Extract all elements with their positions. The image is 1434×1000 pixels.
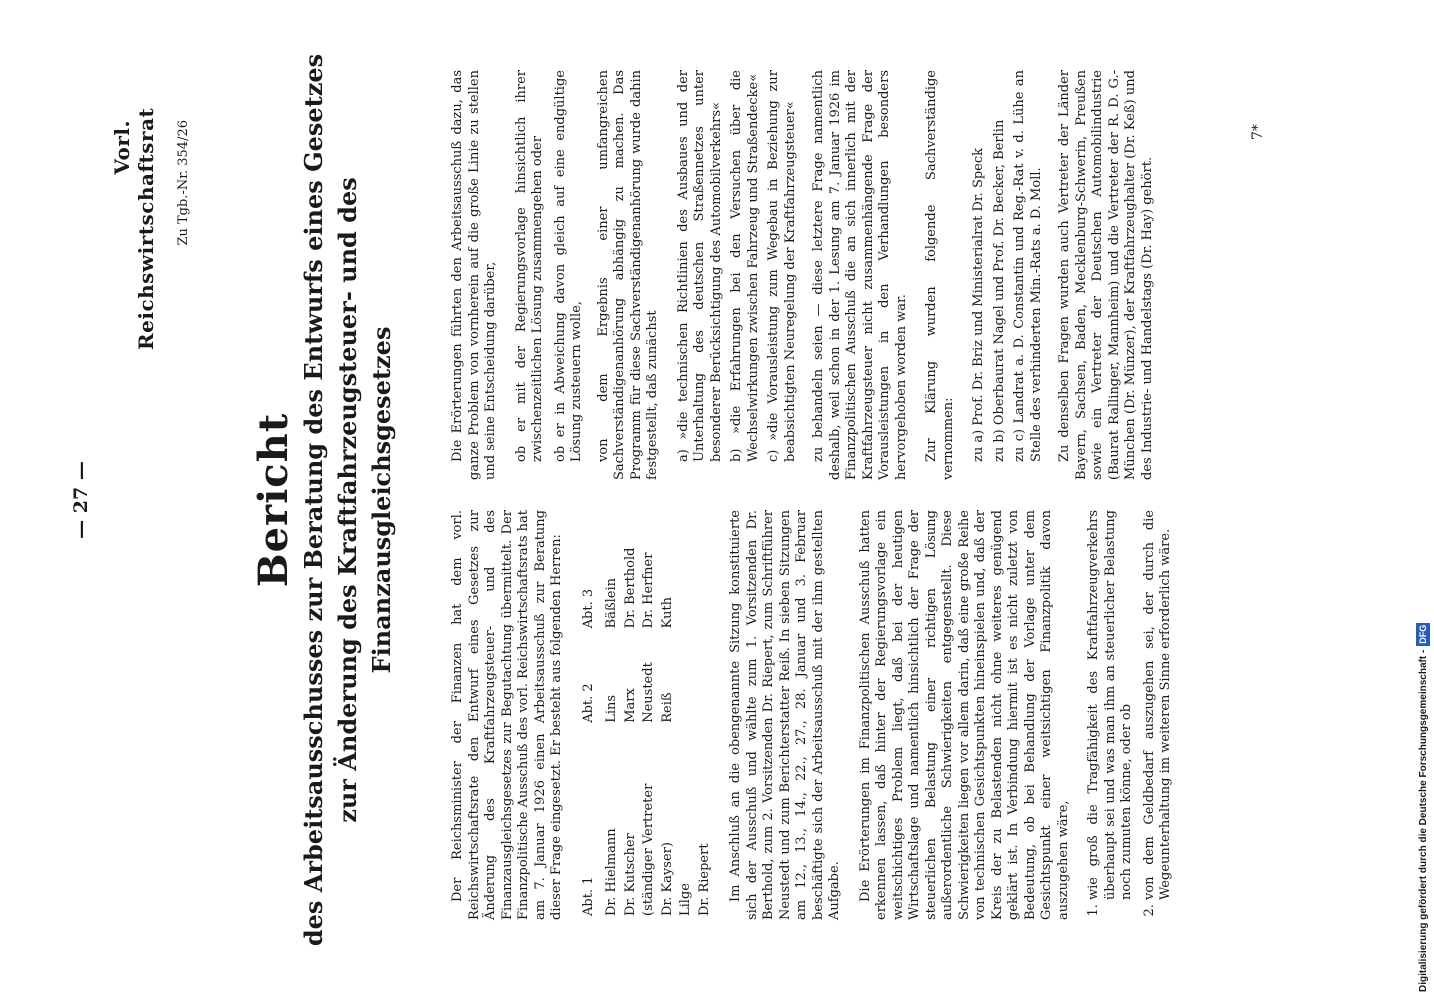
council-name: Vorl. Reichswirtschaftsrat <box>110 107 158 350</box>
right-column <box>450 70 1170 480</box>
intro-paragraph: Der Reichsminister der Finanzen hat dem vorl. Reichswirtschaftsrate den Entwurf eines Gesetzes zur Änderung des Kraftfahrzeugsteuer- und des Finanzausgleichsgesetzes zur Begutachtung übermittelt. Der Finanzpolitische Ausschuß des vorl. Reichswirtschaftsrats hat am 7. Januar 1926 einen Arbeitsausschuß zur Beratung dieser Frage eingesetzt. Er besteht aus folgenden Herren: <box>450 510 564 920</box>
table-row <box>603 510 622 920</box>
table-row <box>677 510 696 920</box>
list-item: ob er in Abweichung davon gleich auf eine endgültige Lösung zusteuern wolle, <box>552 70 584 462</box>
list-item: c) »die Vorausleistung zum Wegebau in Beziehung zur beabsichtigten Neuregelung der Kraftfahrzeugsteuer« <box>766 70 798 462</box>
left-column <box>450 510 1187 920</box>
constitution-paragraph: Im Anschluß an die obengenannte Sitzung konstituierte sich der Ausschuß und wählte zum 1. Vorsitzenden Dr. Berthold, zum 2. Vorsitzenden Dr. Riepert, zum Schriftführer Neustedt und zum Berichterstatter Reiß. In sieben Sitzungen am 12., 13., 14., 22., 27., 28. Januar und 3. Februar beschäftigte sich der Arbeitsausschuß mit der ihm gestellten Aufgabe. <box>728 510 842 920</box>
list-item: a) »die technischen Richtlinien des Ausbaues und der Unterhaltung des deutschen Straßennetzes unter besonderer Berücksichtigung des Automobilverkehrs« <box>675 70 724 462</box>
list-item: 2. von dem Geldbedarf auszugehen sei, der durch die Wegeunterhaltung im weiteren Sinne erforderlich wäre. <box>1142 510 1175 900</box>
page-number: — 27 — <box>70 461 92 539</box>
list-item: ob er mit der Regierungsvorlage hinsichtlich ihrer zwischenzeitlichen Lösung zusammengehen oder <box>513 70 545 462</box>
sidebar-text: Digitalisierung gefördert durch die Deutsche Forschungsgemeinschaft - <box>1418 649 1429 992</box>
page-number-value: 27 <box>70 486 92 514</box>
list-item: zu c) Landrat a. D. Constantin und Reg.-Rat v. d. Lühe an Stelle des verhinderten Min.-Rats a. D. Moll. <box>1012 70 1044 462</box>
table-header: Abt. 1 <box>580 876 596 916</box>
table-cell: Bäßlein <box>604 577 619 629</box>
table-cell: (ständiger Vertreter <box>641 783 656 916</box>
title-main: Bericht <box>250 412 297 588</box>
table-cell: Kuth <box>659 596 675 629</box>
table-cell: Dr. Hielmann <box>604 828 619 916</box>
table-row <box>696 510 715 920</box>
question-list <box>1086 510 1175 920</box>
table-cell: Marx <box>622 688 638 723</box>
alternatives-list <box>514 70 586 462</box>
table-cell <box>696 632 715 726</box>
table-cell: Dr. Kayser) <box>659 842 675 916</box>
table-row <box>640 510 659 920</box>
list-item: zu a) Prof. Dr. Briz und Ministerialrat Dr. Speck <box>971 147 986 462</box>
reference-number: Zu Tgb.-Nr. 354/26 <box>176 120 191 246</box>
table-cell: Dr. Berthold <box>622 547 638 629</box>
dfg-logo: DFG <box>1418 624 1428 644</box>
table-cell <box>696 510 715 632</box>
title-line-3: Finanzausgleichsgesetzes <box>367 326 396 674</box>
experts-intro-paragraph: Zur Klärung wurden folgende Sachverständige vernommen: <box>924 70 956 480</box>
table-cell: Lilge <box>678 883 693 916</box>
report-title <box>250 0 399 1000</box>
table-cell <box>677 632 696 726</box>
table-cell: Neustedt <box>641 662 656 723</box>
list-item: 1. wie groß die Tragfähigkeit des Kraftfahrzeugverkehrs überhaupt sei und was man ihm an steuerlicher Belastung noch zumuten könne, oder ob <box>1086 510 1136 900</box>
table-cell: Dr. Kutscher <box>622 833 638 916</box>
digitization-sidebar <box>1416 8 1430 992</box>
table-header: Abt. 3 <box>580 588 596 629</box>
table-cell <box>677 510 696 632</box>
sidebar-text-wrapper <box>1416 8 1430 992</box>
committee-decision-paragraph: Die Erörterungen führten den Arbeitsausschuß dazu, das ganze Problem von vornherein auf die große Linie zu stellen und seine Entscheidung darüber, <box>450 70 498 480</box>
table-row <box>659 510 678 920</box>
table-cell: Lins <box>604 694 619 723</box>
table-header: Abt. 2 <box>580 683 596 723</box>
discussion-paragraph: Die Erörterungen im Finanzpolitischen Ausschuß hatten erkennen lassen, daß hinter der Regierungsvorlage ein weitschichtiges Problem liegt, daß bei der heutigen Wirtschaftslage und namentlich hinsichtlich der Frage der steuerlichen Belastung einer richtigen Lösung außerordentliche Schwierigkeiten entgegenstellt. Diese Schwierigkeiten liegen vor allem darin, daß eine große Reihe von technischen Gesichtspunkten hineinspielen und, daß der Kreis der zu Belastenden nicht ohne weiteres genügend geklärt ist. In Verbindung hiermit ist es nicht zuletzt von Bedeutung, ob bei Behandlung der Vorlage unter dem Gesichtspunkt einer weitsichtigen Finanzpolitik davon auszugehen wäre, <box>857 510 1071 920</box>
list-item: b) »die Erfahrungen bei den Versuchen über die Wechselwirkungen zwischen Fahrzeug und Straßendecke« <box>729 70 761 462</box>
expert-list <box>971 70 1045 462</box>
table-row <box>622 510 641 920</box>
representatives-paragraph: Zu denselben Fragen wurden auch Vertreter der Länder Bayern, Sachsen, Baden, Mecklenburg-Schwerin, Preußen sowie ein Vertreter der Deutschen Automobilindustrie (Baurat Rallinger, Mannheim) und die Vertreter der R. D. G.-München (Dr. Münzer), der Kraftfahrzeughalter (Dr. Keß) und des Industrie- und Handelstags (Dr. Hay) gehört. <box>1057 70 1155 480</box>
advance-payment-paragraph: zu behandeln seien — diese letztere Frage namentlich deshalb, weil schon in der 1. Lesung am 7. Januar 1926 im Finanzpolitischen Ausschuß die an sich innerlich mit der Kraftfahrzeugsteuer nicht zusammenhängende Frage der Vorausleistungen in den Verhandlungen besonders hervorgehoben worden war. <box>811 70 909 480</box>
hearing-paragraph: von dem Ergebnis einer umfangreichen Sachverständigenanhörung abhängig zu machen. Das Programm für diese Sachverständigenanhörung wurde dahin festgestellt, daß zunächst <box>595 70 660 480</box>
table-cell: Dr. Herfner <box>641 552 656 629</box>
topic-list <box>676 70 800 462</box>
title-line-2: zur Änderung des Kraftfahrzeugsteuer- und des <box>333 177 362 823</box>
table-cell: Reiß <box>659 692 675 723</box>
table-cell: Dr. Riepert <box>696 843 712 916</box>
title-line-1: des Arbeitsausschusses zur Beratung des Entwurfs eines Gesetzes <box>299 53 328 947</box>
list-item: zu b) Oberbaurat Nagel und Prof. Dr. Becker, Berlin <box>991 119 1007 462</box>
footer-signature: 7* <box>1250 124 1266 140</box>
page-header <box>110 107 191 350</box>
committee-table <box>580 510 715 920</box>
